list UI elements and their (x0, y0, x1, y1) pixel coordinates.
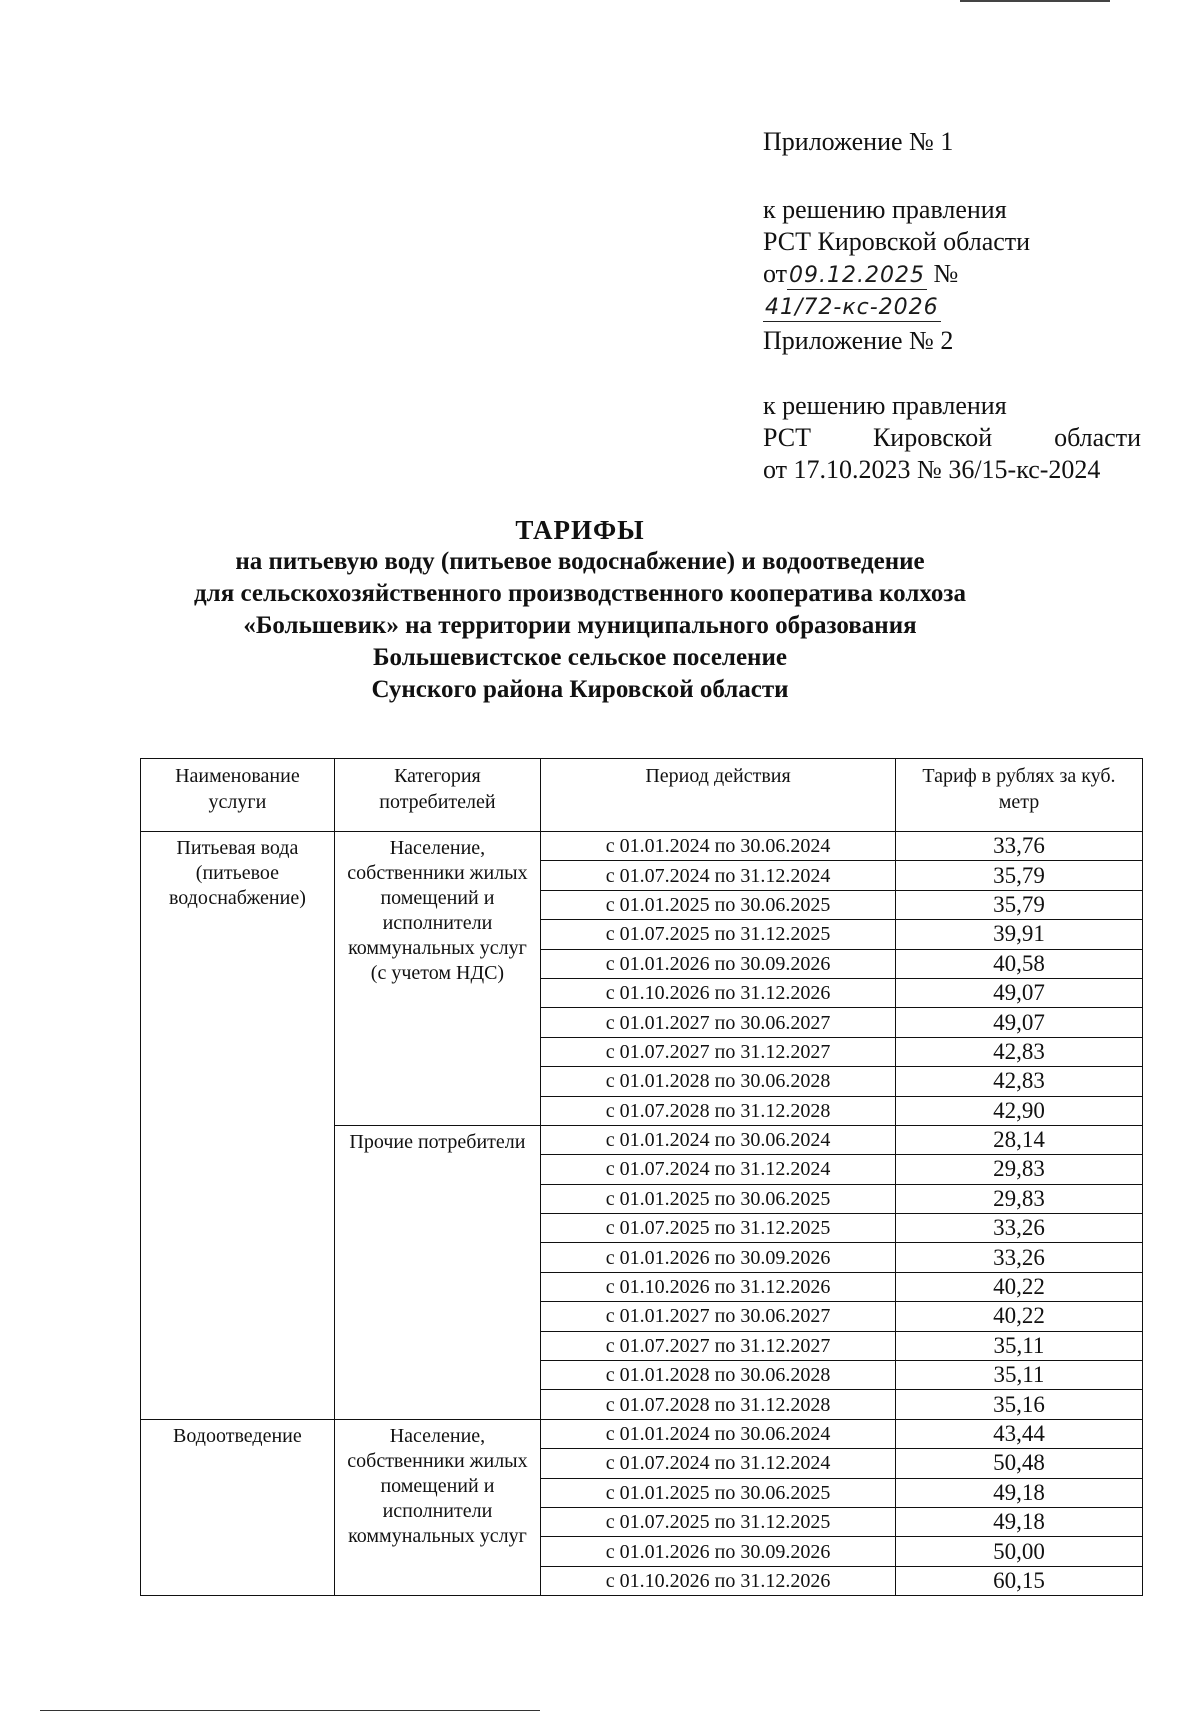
footer-rule (40, 1710, 540, 1711)
cell-period: с 01.01.2026 по 30.09.2026 (541, 949, 896, 978)
cell-period: с 01.01.2028 по 30.06.2028 (541, 1361, 896, 1390)
table-row (141, 832, 1143, 861)
appendix-1-body (763, 194, 1141, 322)
header-category: Категория потребителей (334, 759, 540, 832)
document-subtitle-line2: для сельскохозяйственного производственного кооператива колхоза (194, 580, 966, 607)
appendix-1-number-handwritten: 41/72-кс-2026 (765, 295, 939, 320)
header-period: Период действия (541, 759, 896, 832)
cell-period: с 01.01.2027 по 30.06.2027 (541, 1302, 896, 1331)
appendix-2-body (763, 390, 1141, 486)
cell-period: с 01.10.2026 по 31.12.2026 (541, 1566, 896, 1595)
appendix-1-number-prefix: № (933, 259, 959, 288)
cell-tariff: 49,18 (895, 1478, 1142, 1507)
cell-period: с 01.07.2024 по 31.12.2024 (541, 861, 896, 890)
header-tariff: Тариф в рублях за куб. метр (895, 759, 1142, 832)
cell-category: Население, собственники жилых помещений и исполнители коммунальных услуг (с учетом НДС) (334, 832, 540, 1126)
cell-tariff: 33,76 (895, 832, 1142, 861)
appendix-2-line1: к решению правления (763, 391, 1007, 420)
table-row (141, 1419, 1143, 1448)
cell-tariff: 29,83 (895, 1184, 1142, 1213)
cell-tariff: 50,48 (895, 1449, 1142, 1478)
cell-tariff: 35,11 (895, 1361, 1142, 1390)
appendix-1-heading (763, 126, 1141, 158)
cell-tariff: 35,79 (895, 890, 1142, 919)
cell-tariff: 28,14 (895, 1125, 1142, 1154)
cell-tariff: 49,18 (895, 1507, 1142, 1536)
cell-service: Питьевая вода (питьевое водоснабжение) (141, 832, 335, 1420)
cell-tariff: 43,44 (895, 1419, 1142, 1448)
document-subtitle-line1: на питьевую воду (питьевое водоснабжение) и водоотведение (235, 548, 925, 575)
cell-period: с 01.10.2026 по 31.12.2026 (541, 978, 896, 1007)
cell-period: с 01.01.2026 по 30.09.2026 (541, 1243, 896, 1272)
appendix-2-line3: от 17.10.2023 № 36/15-кс-2024 (763, 455, 1101, 484)
cell-period: с 01.07.2025 по 31.12.2025 (541, 1507, 896, 1536)
appendix-2-line2-a: РСТ (763, 423, 812, 452)
appendix-2-line2 (763, 422, 1141, 454)
document-subtitle-line3: «Большевик» на территории муниципального образования (243, 612, 917, 639)
cell-category: Население, собственники жилых помещений и исполнители коммунальных услуг (334, 1419, 540, 1595)
cell-period: с 01.01.2027 по 30.06.2027 (541, 1008, 896, 1037)
cell-tariff: 49,07 (895, 978, 1142, 1007)
cell-service: Водоотведение (141, 1419, 335, 1595)
cell-tariff: 50,00 (895, 1537, 1142, 1566)
cell-category: Прочие потребители (334, 1125, 540, 1419)
cell-period: с 01.10.2026 по 31.12.2026 (541, 1272, 896, 1301)
cell-tariff: 35,11 (895, 1331, 1142, 1360)
cell-tariff: 35,16 (895, 1390, 1142, 1419)
cell-tariff: 40,22 (895, 1302, 1142, 1331)
appendix-1-date-prefix: от (763, 259, 788, 288)
appendix-1-line2: РСТ Кировской области (763, 227, 1031, 256)
cell-period: с 01.01.2026 по 30.09.2026 (541, 1537, 896, 1566)
cell-period: с 01.07.2027 по 31.12.2027 (541, 1037, 896, 1066)
appendix-2-line2-c: области (1054, 423, 1141, 452)
document-subtitle-line4: Большевистское сельское поселение (373, 644, 787, 671)
cell-tariff: 35,79 (895, 861, 1142, 890)
appendix-2-heading (763, 325, 1141, 357)
appendix-1-date-line (763, 258, 1141, 322)
cell-period: с 01.07.2025 по 31.12.2025 (541, 920, 896, 949)
appendix-1-date-handwritten: 09.12.2025 (789, 263, 925, 288)
cell-period: с 01.07.2028 по 31.12.2028 (541, 1096, 896, 1125)
cell-period: с 01.01.2025 по 30.06.2025 (541, 1478, 896, 1507)
cell-tariff: 42,83 (895, 1067, 1142, 1096)
appendix-2-line2-b: Кировской (872, 423, 993, 452)
cell-tariff: 60,15 (895, 1566, 1142, 1595)
cell-tariff: 33,26 (895, 1243, 1142, 1272)
cell-period: с 01.01.2028 по 30.06.2028 (541, 1067, 896, 1096)
cell-tariff: 42,83 (895, 1037, 1142, 1066)
cell-period: с 01.07.2024 по 31.12.2024 (541, 1155, 896, 1184)
cell-period: с 01.07.2027 по 31.12.2027 (541, 1331, 896, 1360)
table-header-row (141, 759, 1143, 832)
cell-tariff: 33,26 (895, 1214, 1142, 1243)
document-title: ТАРИФЫ (515, 515, 645, 545)
cell-period: с 01.01.2024 по 30.06.2024 (541, 832, 896, 861)
cell-period: с 01.07.2028 по 31.12.2028 (541, 1390, 896, 1419)
cell-period: с 01.01.2024 по 30.06.2024 (541, 1125, 896, 1154)
document-title-block (80, 514, 1080, 706)
cell-tariff: 39,91 (895, 920, 1142, 949)
appendix-1-title: Приложение № 1 (763, 127, 954, 156)
cell-tariff: 42,90 (895, 1096, 1142, 1125)
cell-period: с 01.07.2024 по 31.12.2024 (541, 1449, 896, 1478)
cell-period: с 01.01.2024 по 30.06.2024 (541, 1419, 896, 1448)
header-service: Наименование услуги (141, 759, 335, 832)
tariffs-table (140, 758, 1143, 1596)
cell-tariff: 29,83 (895, 1155, 1142, 1184)
cell-tariff: 49,07 (895, 1008, 1142, 1037)
scan-artifact-line (960, 0, 1110, 2)
document-subtitle-line5: Сунского района Кировской области (371, 676, 789, 703)
appendix-1-line1: к решению правления (763, 195, 1007, 224)
cell-period: с 01.07.2025 по 31.12.2025 (541, 1214, 896, 1243)
appendix-2-title: Приложение № 2 (763, 326, 954, 355)
cell-tariff: 40,22 (895, 1272, 1142, 1301)
cell-period: с 01.01.2025 по 30.06.2025 (541, 890, 896, 919)
cell-tariff: 40,58 (895, 949, 1142, 978)
table-body (141, 832, 1143, 1596)
cell-period: с 01.01.2025 по 30.06.2025 (541, 1184, 896, 1213)
